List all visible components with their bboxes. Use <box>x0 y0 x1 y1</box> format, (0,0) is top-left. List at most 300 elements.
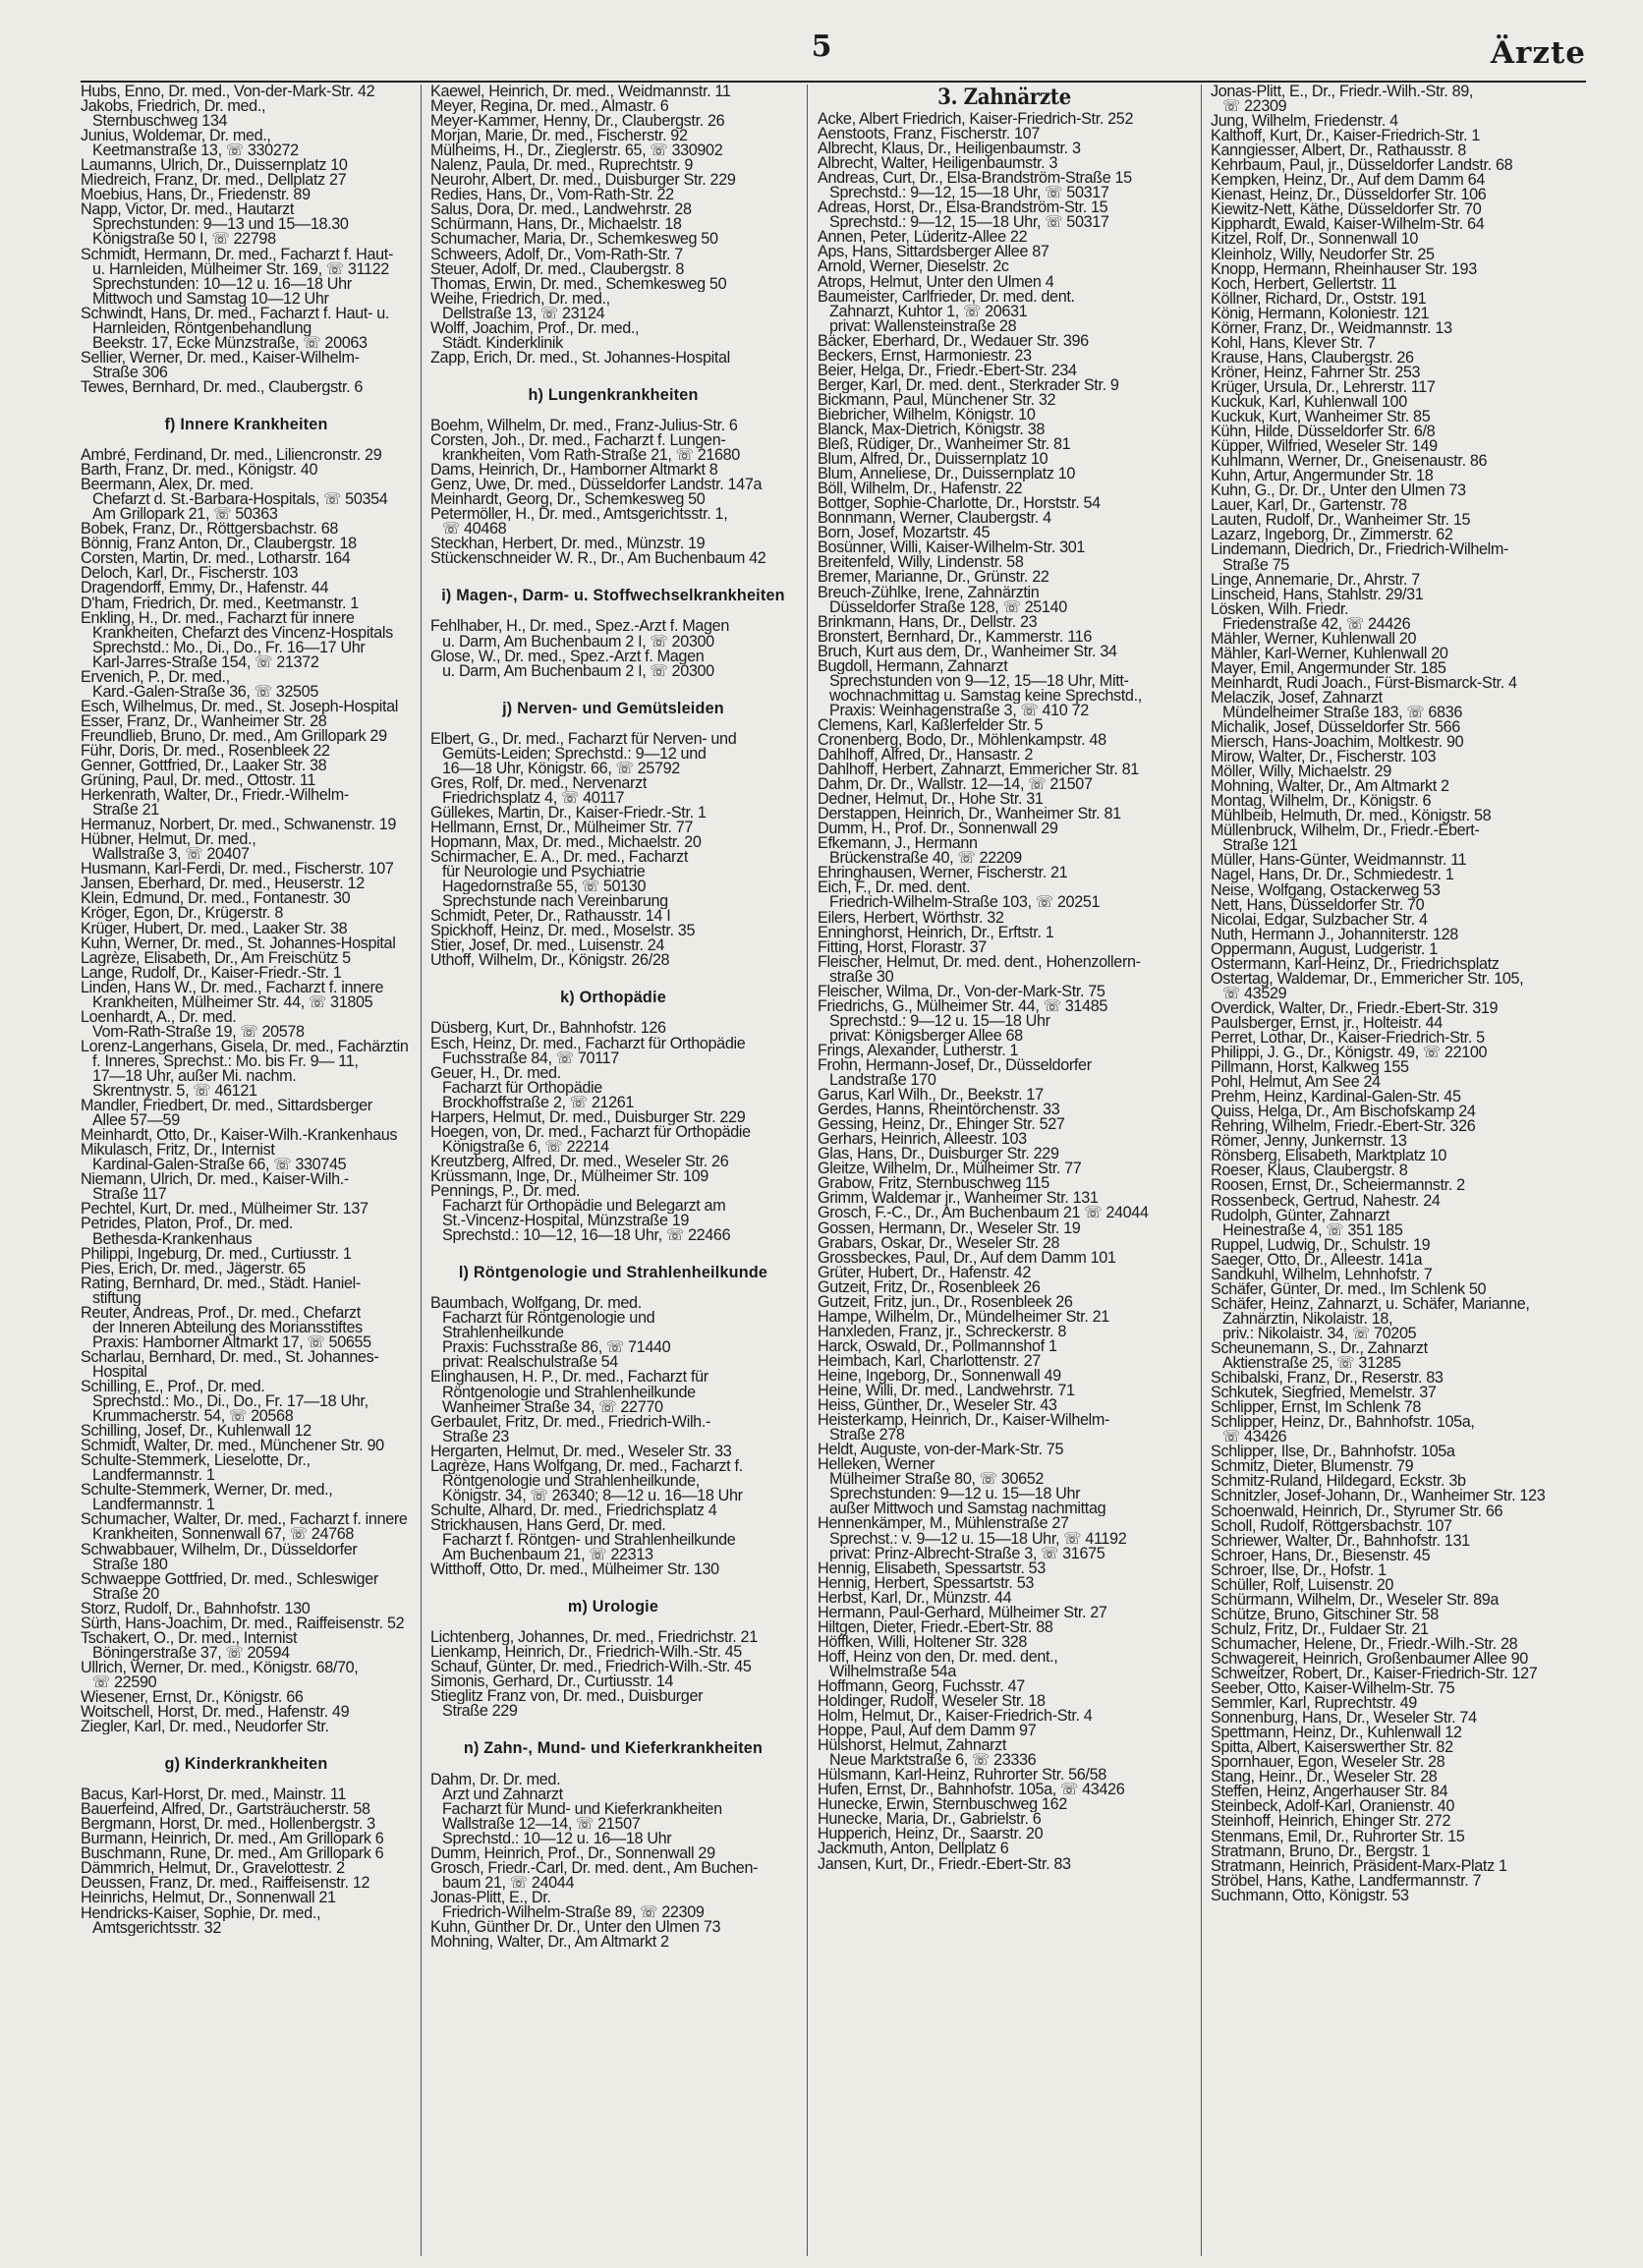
directory-entry-line: 17—18 Uhr, außer Mi. nachm. <box>92 1069 297 1085</box>
directory-entry-line: Steuer, Adolf, Dr. med., Claubergstr. 8 <box>430 261 685 277</box>
directory-entry-line: Enkling, H., Dr. med., Facharzt für innere <box>81 610 355 626</box>
directory-entry-line: Esch, Wilhelmus, Dr. med., St. Joseph-Hospital <box>81 699 399 714</box>
directory-entry-line: Praxis: Weinhagenstraße 3, ☏ 410 72 <box>829 703 1089 718</box>
directory-entry-line: Frings, Alexander, Lutherstr. 1 <box>818 1043 1019 1058</box>
section-heading: k) Orthopädie <box>560 989 666 1007</box>
directory-entry-line: Hübner, Helmut, Dr. med., <box>81 832 256 848</box>
directory-entry-line: Atrops, Helmut, Unter den Ulmen 4 <box>818 274 1054 290</box>
directory-entry-line: Paulsberger, Ernst, jr., Holteistr. 44 <box>1211 1015 1443 1031</box>
directory-entry-line: Schweers, Adolf, Dr., Vom-Rath-Str. 7 <box>430 247 683 262</box>
directory-entry-line: Sprechstd.: 9—12, 15—18 Uhr, ☏ 50317 <box>829 186 1109 201</box>
directory-entry-line: Wolff, Joachim, Prof., Dr. med., <box>430 320 640 336</box>
directory-entry-line: Storz, Rudolf, Dr., Bahnhofstr. 130 <box>81 1601 311 1616</box>
directory-entry-line: Harpers, Helmut, Dr. med., Duisburger Str. 229 <box>430 1109 746 1125</box>
directory-entry-line: Ruppel, Ludwig, Dr., Schulstr. 19 <box>1211 1237 1431 1253</box>
directory-entry-line: König, Hermann, Koloniestr. 121 <box>1211 306 1430 321</box>
directory-entry-line: Beermann, Alex, Dr. med. <box>81 478 255 493</box>
directory-entry-line: Schumacher, Walter, Dr. med., Facharzt f. innere <box>81 1512 408 1528</box>
directory-entry-line: Lazarz, Ingeborg, Dr., Zimmerstr. 62 <box>1211 528 1453 543</box>
directory-entry-line: Mirow, Walter, Dr., Fischerstr. 103 <box>1211 750 1437 765</box>
directory-entry-line: Heiss, Günther, Dr., Weseler Str. 43 <box>818 1398 1057 1414</box>
directory-entry-line: Schauf, Günter, Dr. med., Friedrich-Wilh.-Str. 45 <box>430 1660 752 1675</box>
directory-entry-line: Heine, Ingeborg, Dr., Sonnenwall 49 <box>818 1368 1061 1385</box>
directory-entry-line: Bugdoll, Hermann, Zahnarzt <box>818 658 1008 674</box>
directory-entry-line: Schroer, Ilse, Dr., Hofstr. 1 <box>1211 1562 1387 1578</box>
directory-entry-line: Schroer, Hans, Dr., Biesenstr. 45 <box>1211 1548 1431 1563</box>
directory-entry-line: Straße 278 <box>829 1428 905 1444</box>
directory-entry-line: Kiewitz-Nett, Käthe, Düsseldorfer Str. 70 <box>1211 202 1482 218</box>
directory-entry-line: 16—18 Uhr, Königstr. 66, ☏ 25792 <box>442 761 680 776</box>
section-heading: j) Nerven- und Gemütsleiden <box>502 699 724 717</box>
directory-entry-line: Schirmacher, E. A., Dr. med., Facharzt <box>430 850 688 866</box>
directory-entry-line: Hermanuz, Norbert, Dr. med., Schwanenstr. 19 <box>81 818 397 833</box>
directory-entry-line: Amtsgerichtsstr. 32 <box>92 1920 221 1936</box>
directory-entry-line: Heimbach, Karl, Charlottenstr. 27 <box>818 1353 1041 1369</box>
directory-entry-line: Grimm, Waldemar jr., Wanheimer Str. 131 <box>818 1191 1099 1207</box>
directory-entry-line: Annen, Peter, Lüderitz-Allee 22 <box>818 230 1028 246</box>
directory-entry-line: Schnitzler, Josef-Johann, Dr., Wanheimer Str. 123 <box>1211 1489 1546 1504</box>
directory-entry-line: Witthoff, Otto, Dr. med., Mülheimer Str. 130 <box>430 1562 719 1578</box>
directory-entry-line: Gutzeit, Fritz, jun., Dr., Rosenbleek 26 <box>818 1294 1073 1310</box>
directory-entry-line: Düsseldorfer Straße 128, ☏ 25140 <box>829 599 1067 615</box>
directory-entry-line: Semmler, Karl, Ruprechtstr. 49 <box>1211 1696 1417 1712</box>
directory-entry-line: Neue Marktstraße 6, ☏ 23336 <box>829 1753 1037 1769</box>
directory-entry-line: Baumeister, Carlfrieder, Dr. med. dent. <box>818 289 1075 305</box>
directory-entry-line: Friedrich-Wilhelm-Straße 103, ☏ 20251 <box>829 895 1101 911</box>
directory-entry-line: Steinbeck, Adolf-Karl, Oranienstr. 40 <box>1211 1799 1454 1815</box>
directory-entry-line: Moebius, Hans, Dr., Friedenstr. 89 <box>81 188 311 203</box>
directory-entry-line: Schütze, Bruno, Gitschiner Str. 58 <box>1211 1607 1439 1622</box>
directory-entry-line: Lauten, Rudolf, Dr., Wanheimer Str. 15 <box>1211 513 1471 529</box>
directory-entry-line: Sprechstd.: 10—12, 16—18 Uhr, ☏ 22466 <box>442 1228 731 1244</box>
directory-entry-line: Straße 121 <box>1222 838 1298 854</box>
directory-entry-line: Gossen, Hermann, Dr., Weseler Str. 19 <box>818 1220 1081 1236</box>
directory-entry-line: Albrecht, Klaus, Dr., Heiligenbaumstr. 3 <box>818 142 1081 157</box>
directory-entry-line: Beckers, Ernst, Harmoniestr. 23 <box>818 348 1032 364</box>
directory-entry-line: ☏ 43529 <box>1222 986 1287 1001</box>
directory-entry-line: privat: Königsberger Allee 68 <box>829 1028 1023 1044</box>
directory-entry-line: Linden, Hans W., Dr. med., Facharzt f. innere <box>81 980 384 995</box>
directory-entry-line: Dumm, Heinrich, Prof., Dr., Sonnenwall 29 <box>430 1845 715 1861</box>
directory-entry-line: D'ham, Friedrich, Dr. med., Keetmanstr. 1 <box>81 595 359 611</box>
directory-entry-line: Kitzel, Rolf, Dr., Sonnenwall 10 <box>1211 232 1419 248</box>
directory-entry-line: Zapp, Erich, Dr. med., St. Johannes-Hospital <box>430 350 730 366</box>
directory-entry-line: Krankheiten, Chefarzt des Vincenz-Hospitals <box>92 625 393 641</box>
directory-entry-line: Krüssmann, Inge, Dr., Mülheimer Str. 109 <box>430 1168 708 1184</box>
directory-entry-line: Neise, Wolfgang, Ostackerweg 53 <box>1211 882 1441 898</box>
directory-entry-line: Sellier, Werner, Dr. med., Kaiser-Wilhelm- <box>81 350 360 366</box>
directory-entry-line: Bruch, Kurt aus dem, Dr., Wanheimer Str. 34 <box>818 644 1117 659</box>
directory-entry-line: Acke, Albert Friedrich, Kaiser-Friedrich-Str. 252 <box>818 112 1134 128</box>
directory-entry-line: Römer, Jenny, Junkernstr. 13 <box>1211 1134 1407 1150</box>
directory-entry-line: Hufen, Ernst, Dr., Bahnhofstr. 105a, ☏ 43426 <box>818 1783 1125 1798</box>
directory-entry-line: Mikulasch, Fritz, Dr., Internist <box>81 1143 275 1159</box>
directory-entry-line: Roeser, Klaus, Claubergstr. 8 <box>1211 1163 1408 1179</box>
directory-entry-line: Philippi, J. G., Dr., Königstr. 49, ☏ 22100 <box>1211 1046 1488 1061</box>
directory-entry-line: Tewes, Bernhard, Dr. med., Claubergstr. 6 <box>81 379 364 395</box>
directory-entry-line: Königstraße 50 I, ☏ 22798 <box>92 232 276 248</box>
directory-entry-line: baum 21, ☏ 24044 <box>442 1875 575 1891</box>
section-heading: i) Magen-, Darm- u. Stoffwechselkrankheiten <box>441 587 785 605</box>
directory-entry-line: Rudolph, Günter, Zahnarzt <box>1211 1208 1390 1223</box>
directory-entry-line: Bronstert, Bernhard, Dr., Kammerstr. 116 <box>818 629 1092 645</box>
directory-entry-line: Ervenich, P., Dr. med., <box>81 669 230 685</box>
directory-entry-line: Adreas, Horst, Dr., Elsa-Brandström-Str. 15 <box>818 200 1108 216</box>
directory-entry-line: Gutzeit, Fritz, Dr., Rosenbleek 26 <box>818 1279 1041 1295</box>
directory-entry-line: Hanxleden, Franz, jr., Schreckerstr. 8 <box>818 1324 1067 1339</box>
directory-entry-line: Scholl, Rudolf, Röttgersbachstr. 107 <box>1211 1518 1452 1534</box>
directory-entry-line: Schmidt, Walter, Dr. med., Münchener Str. 90 <box>81 1439 384 1454</box>
directory-entry-line: Dämmrich, Helmut, Dr., Gravelottestr. 2 <box>81 1861 345 1877</box>
directory-entry-line: stiftung <box>92 1290 142 1306</box>
directory-entry-line: Grosch, F.-C., Dr., Am Buchenbaum 21 ☏ 24044 <box>818 1206 1149 1221</box>
directory-entry-line: Kard.-Galen-Straße 36, ☏ 32505 <box>92 684 318 700</box>
directory-entry-line: Kuhn, Werner, Dr. med., St. Johannes-Hospital <box>81 936 396 951</box>
directory-entry-line: Clemens, Karl, Kaßlerfelder Str. 5 <box>818 717 1044 733</box>
directory-entry-line: Pennings, P., Dr. med. <box>430 1184 581 1200</box>
section-heading: n) Zahn-, Mund- und Kieferkrankheiten <box>463 1739 764 1758</box>
directory-entry-line: Ostertag, Waldemar, Dr., Emmericher Str. 105, <box>1211 971 1524 987</box>
directory-entry-line: Breitenfeld, Willy, Lindenstr. 58 <box>818 555 1024 571</box>
directory-entry-line: Schlipper, Ilse, Dr., Bahnhofstr. 105a <box>1211 1445 1455 1460</box>
directory-entry-line: Napp, Victor, Dr. med., Hautarzt <box>81 202 295 218</box>
directory-entry-line: Klein, Edmund, Dr. med., Fontanestr. 30 <box>81 891 351 907</box>
directory-entry-line: Lagrèze, Elisabeth, Dr., Am Freischütz 5 <box>81 950 351 966</box>
directory-entry-line: Stier, Josef, Dr. med., Luisenstr. 24 <box>430 938 665 954</box>
directory-entry-line: Straße 21 <box>92 803 159 819</box>
directory-entry-line: Kardinal-Galen-Straße 66, ☏ 330745 <box>92 1158 347 1173</box>
directory-entry-line: Zahnärztin, Nikolaistr. 18, <box>1222 1311 1393 1327</box>
directory-entry-line: Schulz, Fritz, Dr., Fuldaer Str. 21 <box>1211 1621 1429 1637</box>
directory-entry-line: Andreas, Curt, Dr., Elsa-Brandström-Straße 15 <box>818 171 1132 187</box>
directory-entry-line: Hunecke, Maria, Dr., Gabrielstr. 6 <box>818 1812 1042 1828</box>
directory-entry-line: Lorenz-Langerhans, Gisela, Dr. med., Fachärztin <box>81 1039 409 1054</box>
section-heading: f) Innere Krankheiten <box>164 415 328 433</box>
directory-entry-line: Wallstraße 12—14, ☏ 21507 <box>442 1816 641 1832</box>
directory-entry-line: Hiltgen, Dieter, Friedr.-Ebert-Str. 88 <box>818 1619 1053 1635</box>
directory-entry-line: Scharlau, Bernhard, Dr. med., St. Johannes- <box>81 1349 379 1365</box>
directory-entry-line: Meinhardt, Otto, Dr., Kaiser-Wilh.-Krankenhaus <box>81 1128 398 1144</box>
directory-entry-line: Knopp, Hermann, Rheinhauser Str. 193 <box>1211 261 1477 277</box>
directory-entry-line: Krüger, Ursula, Dr., Lehrerstr. 117 <box>1211 379 1436 395</box>
directory-entry-line: Krüger, Hubert, Dr. med., Laaker Str. 38 <box>81 921 348 936</box>
directory-entry-line: Krause, Hans, Claubergstr. 26 <box>1211 350 1414 366</box>
directory-entry-line: Nalenz, Paula, Dr. med., Ruprechtstr. 9 <box>430 158 694 174</box>
directory-entry-line: Aps, Hans, Sittardsberger Allee 87 <box>818 245 1049 260</box>
directory-entry-line: Junius, Woldemar, Dr. med., <box>81 129 271 144</box>
directory-entry-line: Nagel, Hans, Dr. Dr., Schmiedestr. 1 <box>1211 868 1454 883</box>
directory-entry-line: Grüning, Paul, Dr. med., Ottostr. 11 <box>81 773 316 789</box>
directory-entry-line: Chefarzt d. St.-Barbara-Hospitals, ☏ 50354 <box>92 492 388 508</box>
directory-entry-line: Sprechstunden: 9—13 und 15—18.30 <box>92 217 349 233</box>
directory-entry-line: Kreutzberg, Alfred, Dr. med., Weseler Str. 26 <box>430 1154 729 1169</box>
directory-entry-line: Jackmuth, Anton, Dellplatz 6 <box>818 1842 1009 1857</box>
directory-entry-line: Hagedornstraße 55, ☏ 50130 <box>442 879 647 895</box>
directory-entry-line: Tschakert, O., Dr. med., Internist <box>81 1630 298 1646</box>
directory-entry-line: Spickhoff, Heinz, Dr. med., Moselstr. 35 <box>430 924 696 939</box>
directory-entry-line: Schulte-Stemmerk, Werner, Dr. med., <box>81 1483 333 1499</box>
directory-entry-line: Schweitzer, Robert, Dr., Kaiser-Friedrich-Str. 127 <box>1211 1667 1538 1682</box>
directory-entry-line: Sprechstunden: 10—12 u. 16—18 Uhr <box>92 276 352 292</box>
directory-entry-line: Schwabbauer, Wilhelm, Dr., Düsseldorfer <box>81 1542 358 1558</box>
directory-entry-line: Am Grillopark 21, ☏ 50363 <box>92 507 278 523</box>
directory-entry-line: Stratmann, Heinrich, Präsident-Marx-Platz 1 <box>1211 1858 1507 1874</box>
directory-entry-line: Brockhoffstraße 2, ☏ 21261 <box>442 1095 635 1110</box>
directory-entry-line: Fuchsstraße 84, ☏ 70117 <box>442 1050 619 1066</box>
directory-entry-line: Heine, Willi, Dr. med., Landwehrstr. 71 <box>818 1384 1075 1399</box>
directory-entry-line: Rating, Bernhard, Dr. med., Städt. Haniel- <box>81 1276 361 1291</box>
directory-entry-line: f. Inneres, Sprechst.: Mo. bis Fr. 9— 11, <box>92 1053 359 1069</box>
directory-entry-line: Linge, Annemarie, Dr., Ahrstr. 7 <box>1211 572 1420 588</box>
directory-entry-line: Elbert, G., Dr. med., Facharzt für Nerven- und <box>430 731 737 747</box>
directory-entry-line: Herbst, Karl, Dr., Münzstr. 44 <box>818 1590 1012 1606</box>
directory-entry-line: Heisterkamp, Heinrich, Dr., Kaiser-Wilhelm- <box>818 1413 1110 1429</box>
directory-entry-line: Perret, Lothar, Dr., Kaiser-Friedrich-Str. 5 <box>1211 1031 1485 1047</box>
directory-entry-line: Dedner, Helmut, Dr., Hohe Str. 31 <box>818 792 1044 808</box>
directory-entry-line: Beekstr. 17, Ecke Münzstraße, ☏ 20063 <box>92 335 368 351</box>
directory-entry-line: Baumbach, Wolfgang, Dr. med. <box>430 1296 642 1312</box>
directory-entry-line: Facharzt f. Röntgen- und Strahlenheilkunde <box>442 1532 736 1549</box>
directory-entry-line: Schmidt, Hermann, Dr. med., Facharzt f. Haut- <box>81 247 393 262</box>
column-4 <box>1211 85 1586 2256</box>
directory-entry-line: Glas, Hans, Dr., Duisburger Str. 229 <box>818 1147 1059 1162</box>
directory-entry-line: Mayer, Emil, Angermunder Str. 185 <box>1211 660 1446 676</box>
directory-entry-line: Schwindt, Hans, Dr. med., Facharzt f. Haut- u. <box>81 306 390 321</box>
directory-entry-line: Neurohr, Albert, Dr. med., Duisburger Str. 229 <box>430 173 736 189</box>
directory-entry-line: Hülsmann, Karl-Heinz, Ruhrorter Str. 56/58 <box>818 1768 1106 1784</box>
directory-entry-line: Bonnmann, Werner, Claubergstr. 4 <box>818 511 1051 527</box>
directory-entry-line: Albrecht, Walter, Heiligenbaumstr. 3 <box>818 156 1058 172</box>
directory-entry-line: Bottger, Sophie-Charlotte, Dr., Horststr. 54 <box>818 496 1101 512</box>
directory-entry-line: Ziegler, Karl, Dr. med., Neudorfer Str. <box>81 1720 329 1735</box>
directory-entry-line: Heldt, Auguste, von-der-Mark-Str. 75 <box>818 1443 1064 1458</box>
directory-entry-line: Fleischer, Wilma, Dr., Von-der-Mark-Str. 75 <box>818 984 1105 999</box>
directory-entry-line: Fitting, Horst, Florastr. 37 <box>818 939 987 955</box>
directory-entry-line: Enninghorst, Heinrich, Dr., Erftstr. 1 <box>818 925 1054 940</box>
directory-entry-line: Wilhelmstraße 54a <box>829 1664 956 1679</box>
directory-entry-line: Hopmann, Max, Dr. med., Michaelstr. 20 <box>430 835 702 851</box>
directory-entry-line: Kienast, Heinz, Dr., Düsseldorfer Str. 106 <box>1211 188 1487 203</box>
directory-entry-line: ☏ 40468 <box>442 522 507 538</box>
directory-entry-line: Sonnenburg, Hans, Dr., Weseler Str. 74 <box>1211 1711 1477 1727</box>
directory-entry-line: Kuhlmann, Werner, Dr., Gneisenaustr. 86 <box>1211 454 1488 470</box>
directory-entry-line: Skrentnystr. 5, ☏ 46121 <box>92 1084 257 1100</box>
directory-entry-line: Hubs, Enno, Dr. med., Von-der-Mark-Str. 42 <box>81 85 375 100</box>
directory-entry-line: Kanngiesser, Albert, Dr., Rathausstr. 8 <box>1211 143 1466 159</box>
directory-entry-line: Elinghausen, H. P., Dr. med., Facharzt für <box>430 1370 708 1386</box>
directory-entry-line: Nuth, Hermann J., Johanniterstr. 128 <box>1211 927 1458 942</box>
directory-entry-line: Landfermannstr. 1 <box>92 1498 215 1513</box>
directory-entry-line: Grabars, Oskar, Dr., Weseler Str. 28 <box>818 1235 1060 1251</box>
directory-entry-line: Facharzt für Orthopädie und Belegarzt am <box>442 1199 726 1215</box>
directory-entry-line: Heinestraße 4, ☏ 351 185 <box>1222 1222 1403 1238</box>
directory-entry-line: Stenmans, Emil, Dr., Ruhrorter Str. 15 <box>1211 1829 1465 1844</box>
page-title: Ärzte <box>1490 35 1586 71</box>
directory-entry-line: Genner, Gottfried, Dr., Laaker Str. 38 <box>81 759 327 774</box>
directory-entry-line: Küpper, Wilfried, Weseler Str. 149 <box>1211 439 1438 455</box>
column-divider <box>421 85 422 2256</box>
directory-entry-line: Derstappen, Heinrich, Dr., Wanheimer Str. 81 <box>818 807 1121 822</box>
directory-entry-line: Lösken, Wilh. Friedr. <box>1211 601 1349 617</box>
directory-entry-line: Kröger, Egon, Dr., Krügerstr. 8 <box>81 906 283 922</box>
directory-entry-line: Fleischer, Helmut, Dr. med. dent., Hohenzollern- <box>818 954 1141 970</box>
directory-entry-line: Hoff, Heinz von den, Dr. med. dent., <box>818 1649 1058 1665</box>
directory-entry-line: Kalthoff, Kurt, Dr., Kaiser-Friedrich-Str. 1 <box>1211 129 1480 144</box>
directory-entry-line: Königstraße 6, ☏ 22214 <box>442 1139 609 1155</box>
directory-entry-line: Boehm, Wilhelm, Dr. med., Franz-Julius-Str. 6 <box>430 418 738 433</box>
directory-entry-line: Böll, Wilhelm, Dr., Hafenstr. 22 <box>818 482 1023 497</box>
directory-entry-line: Sandkuhl, Wilhelm, Lehnhofstr. 7 <box>1211 1267 1433 1282</box>
directory-entry-line: Sürth, Hans-Joachim, Dr. med., Raiffeisenstr. 52 <box>81 1616 405 1631</box>
directory-entry-line: Hendricks-Kaiser, Sophie, Dr. med., <box>81 1905 321 1921</box>
directory-entry-line: Bleß, Rüdiger, Dr., Wanheimer Str. 81 <box>818 437 1071 453</box>
directory-entry-line: Jung, Wilhelm, Friedenstr. 4 <box>1211 114 1398 130</box>
directory-entry-line: Oppermann, August, Ludgeristr. 1 <box>1211 941 1438 957</box>
directory-entry-line: Geuer, H., Dr. med. <box>430 1065 561 1081</box>
directory-entry-line: Hoppe, Paul, Auf dem Damm 97 <box>818 1724 1037 1739</box>
directory-entry-line: Eich, F., Dr. med. dent. <box>818 880 971 896</box>
directory-entry-line: Schumacher, Maria, Dr., Schemkesweg 50 <box>430 232 718 248</box>
directory-entry-line: Strahlenheilkunde <box>442 1326 564 1341</box>
directory-entry-line: Schmidt, Peter, Dr., Rathausstr. 14 I <box>430 909 671 925</box>
directory-entry-line: Kempken, Heinz, Dr., Auf dem Damm 64 <box>1211 173 1485 189</box>
directory-entry-line: priv.: Nikolaistr. 34, ☏ 70205 <box>1222 1326 1417 1341</box>
directory-entry-line: wochnachmittag u. Samstag keine Sprechstd., <box>829 688 1142 704</box>
directory-entry-line: Hoegen, von, Dr. med., Facharzt für Orthopädie <box>430 1124 751 1140</box>
directory-entry-line: Schkutek, Siegfried, Memelstr. 37 <box>1211 1386 1437 1401</box>
directory-entry-line: Michalik, Josef, Düsseldorfer Str. 566 <box>1211 720 1460 736</box>
directory-entry-line: Woitschell, Horst, Dr. med., Hafenstr. 49 <box>81 1705 350 1721</box>
directory-entry-line: Mähler, Karl-Werner, Kuhlenwall 20 <box>1211 646 1448 661</box>
directory-entry-line: Landfermannstr. 1 <box>92 1468 215 1484</box>
section-heading: l) Röntgenologie und Strahlenheilkunde <box>458 1264 768 1282</box>
directory-entry-line: Harnleiden, Röntgenbehandlung <box>92 320 312 336</box>
directory-entry-line: Thomas, Erwin, Dr. med., Schemkesweg 50 <box>430 276 727 292</box>
directory-entry-line: Steckhan, Herbert, Dr. med., Münzstr. 19 <box>430 537 706 552</box>
directory-entry-line: Glose, W., Dr. med., Spez.-Arzt f. Magen <box>430 649 705 664</box>
directory-entry-line: Krankheiten, Mülheimer Str. 44, ☏ 31805 <box>92 994 373 1010</box>
directory-entry-line: Cronenberg, Bodo, Dr., Möhlenkampstr. 48 <box>818 732 1106 749</box>
directory-entry-line: Heinrichs, Helmut, Dr., Sonnenwall 21 <box>81 1891 336 1906</box>
directory-entry-line: Pillmann, Horst, Kalkweg 155 <box>1211 1060 1409 1076</box>
directory-entry-line: Suchmann, Otto, Königstr. 53 <box>1211 1888 1409 1903</box>
directory-entry-line: Meinhardt, Georg, Dr., Schemkesweg 50 <box>430 492 706 508</box>
directory-entry-line: St.-Vincenz-Hospital, Münzstraße 19 <box>442 1214 690 1229</box>
directory-entry-line: Rehring, Wilhelm, Friedr.-Ebert-Str. 326 <box>1211 1119 1476 1135</box>
directory-entry-line: Hennig, Herbert, Spessartstr. 53 <box>818 1575 1035 1591</box>
directory-entry-line: Kuhn, G., Dr. Dr., Unter den Ulmen 73 <box>1211 483 1466 499</box>
directory-entry-line: privat: Wallensteinstraße 28 <box>829 318 1017 334</box>
directory-entry-line: Overdick, Walter, Dr., Friedr.-Ebert-Str. 319 <box>1211 1000 1499 1016</box>
directory-entry-line: Hermann, Paul-Gerhard, Mülheimer Str. 27 <box>818 1605 1107 1620</box>
directory-entry-line: Arnold, Werner, Dieselstr. 2c <box>818 259 1009 275</box>
directory-entry-line: Schüller, Rolf, Luisenstr. 20 <box>1211 1577 1394 1593</box>
directory-entry-line: Ostermann, Karl-Heinz, Dr., Friedrichsplatz <box>1211 956 1500 972</box>
directory-entry-line: Harck, Oswald, Dr., Pollmannshof 1 <box>818 1338 1057 1354</box>
directory-entry-line: u. Harnleiden, Mülheimer Str. 169, ☏ 31122 <box>92 261 389 277</box>
directory-entry-line: Lagrèze, Hans Wolfgang, Dr. med., Facharzt f. <box>430 1458 743 1474</box>
directory-entry-line: Jonas-Plitt, E., Dr., Friedr.-Wilh.-Str. 89, <box>1211 85 1474 100</box>
directory-entry-line: Gleitze, Wilhelm, Dr., Mülheimer Str. 77 <box>818 1162 1082 1177</box>
directory-entry-line: Straße 180 <box>92 1557 168 1572</box>
directory-entry-line: Grossbeckes, Paul, Dr., Auf dem Damm 101 <box>818 1250 1116 1266</box>
directory-entry-line: Blanck, Max-Dietrich, Königstr. 38 <box>818 422 1046 438</box>
directory-entry-line: Esser, Franz, Dr., Wanheimer Str. 28 <box>81 713 327 729</box>
directory-entry-line: Keetmanstraße 13, ☏ 330272 <box>92 143 299 159</box>
directory-entry-line: Straße 23 <box>442 1429 509 1445</box>
directory-entry-line: Bergmann, Horst, Dr. med., Hollenbergstr. 3 <box>81 1817 375 1833</box>
directory-entry-line: Sternbuschweg 134 <box>92 114 228 130</box>
directory-entry-line: Laumanns, Ulrich, Dr., Duissernplatz 10 <box>81 158 348 174</box>
directory-entry-line: Kuhn, Günther Dr. Dr., Unter den Ulmen 73 <box>430 1919 721 1936</box>
directory-entry-line: Strickhausen, Hans Gerd, Dr. med. <box>430 1517 666 1533</box>
directory-entry-line: Dellstraße 13, ☏ 23124 <box>442 306 605 321</box>
directory-entry-line: Niemann, Ulrich, Dr. med., Kaiser-Wilh.- <box>81 1172 349 1188</box>
directory-entry-line: Vom-Rath-Straße 19, ☏ 20578 <box>92 1024 305 1040</box>
section-heading: 3. Zahnärzte <box>937 85 1071 110</box>
directory-entry-line: Berger, Karl, Dr. med. dent., Sterkrader Str. 9 <box>818 377 1119 393</box>
directory-entry-line: für Neurologie und Psychiatrie <box>442 865 646 880</box>
directory-entry-line: Bosünner, Willi, Kaiser-Wilhelm-Str. 301 <box>818 540 1086 556</box>
directory-entry-line: Reuter, Andreas, Prof., Dr. med., Chefarzt <box>81 1305 361 1321</box>
directory-entry-line: Herkenrath, Walter, Dr., Friedr.-Wilhelm- <box>81 788 349 804</box>
directory-entry-line: Nicolai, Edgar, Sulzbacher Str. 4 <box>1211 912 1428 928</box>
directory-entry-line: Mülheimer Straße 80, ☏ 30652 <box>829 1472 1045 1488</box>
directory-entry-line: Körner, Franz, Dr., Weidmannstr. 13 <box>1211 320 1452 336</box>
directory-entry-line: Spettmann, Heinz, Dr., Kuhlenwall 12 <box>1211 1726 1462 1741</box>
directory-entry-line: Pies, Erich, Dr. med., Jägerstr. 65 <box>81 1261 306 1276</box>
directory-entry-line: Karl-Jarres-Straße 154, ☏ 21372 <box>92 654 319 670</box>
page-number: 5 <box>811 29 832 64</box>
directory-entry-line: Brinkmann, Hans, Dr., Dellstr. 23 <box>818 614 1038 630</box>
directory-entry-line: Schlipper, Heinz, Dr., Bahnhofstr. 105a, <box>1211 1415 1475 1431</box>
column-1 <box>81 85 412 2256</box>
directory-entry-line: Schoenwald, Heinrich, Dr., Styrumer Str. 66 <box>1211 1503 1503 1519</box>
directory-entry-line: Röntgenologie und Strahlenheilkunde, <box>442 1473 700 1489</box>
directory-entry-line: Gemüts-Leiden; Sprechstd.: 9—12 und <box>442 746 707 762</box>
directory-entry-line: Städt. Kinderklinik <box>442 335 563 351</box>
column-2 <box>430 85 796 2256</box>
directory-entry-line: Linscheid, Hans, Stahlstr. 29/31 <box>1211 587 1424 602</box>
section-heading: m) Urologie <box>567 1598 659 1616</box>
directory-entry-line: Aenstoots, Franz, Fischerstr. 107 <box>818 127 1040 142</box>
directory-entry-line: Bönnig, Franz Anton, Dr., Claubergstr. 18 <box>81 537 357 552</box>
directory-entry-line: Sprechstd.: 9—12 u. 15—18 Uhr <box>829 1013 1050 1029</box>
directory-entry-line: Jansen, Kurt, Dr., Friedr.-Ebert-Str. 83 <box>818 1856 1071 1872</box>
directory-entry-line: Müller, Hans-Günter, Weidmannstr. 11 <box>1211 853 1467 869</box>
directory-entry-line: Buschmann, Rune, Dr. med., Am Grillopark 6 <box>81 1846 384 1862</box>
directory-entry-line: Pechtel, Kurt, Dr. med., Mülheimer Str. 137 <box>81 1202 368 1218</box>
directory-entry-line: Spitta, Albert, Kaiserswerther Str. 82 <box>1211 1740 1453 1756</box>
directory-entry-line: Straße 306 <box>92 365 168 380</box>
directory-entry-line: Mohning, Walter, Dr., Am Altmarkt 2 <box>430 1935 669 1951</box>
directory-entry-line: Wiesener, Ernst, Dr., Königstr. 66 <box>81 1689 304 1706</box>
directory-entry-line: Saeger, Otto, Dr., Alleestr. 141a <box>1211 1252 1423 1268</box>
directory-entry-line: Kuckuk, Kurt, Wanheimer Str. 85 <box>1211 410 1431 425</box>
directory-entry-line: Zahnarzt, Kuhtor 1, ☏ 20631 <box>829 304 1028 319</box>
directory-entry-line: Schriewer, Walter, Dr., Bahnhofstr. 131 <box>1211 1533 1470 1549</box>
section-heading: g) Kinderkrankheiten <box>164 1755 328 1774</box>
directory-entry-line: Schmitz, Dieter, Blumenstr. 79 <box>1211 1459 1414 1475</box>
directory-entry-line: ☏ 22590 <box>92 1674 157 1690</box>
directory-entry-line: Lichtenberg, Johannes, Dr. med., Friedrichstr. 21 <box>430 1630 758 1646</box>
directory-entry-line: Sprechstunde nach Vereinbarung <box>442 894 668 910</box>
directory-entry-line: Kaewel, Heinrich, Dr. med., Weidmannstr. 11 <box>430 85 731 100</box>
directory-entry-line: Philippi, Ingeburg, Dr. med., Curtiusstr. 1 <box>81 1246 352 1262</box>
directory-entry-line: Quiss, Helga, Dr., Am Bischofskamp 24 <box>1211 1105 1476 1120</box>
directory-entry-line: Straße 75 <box>1222 557 1289 573</box>
directory-entry-line: Blum, Alfred, Dr., Duissernplatz 10 <box>818 452 1048 468</box>
